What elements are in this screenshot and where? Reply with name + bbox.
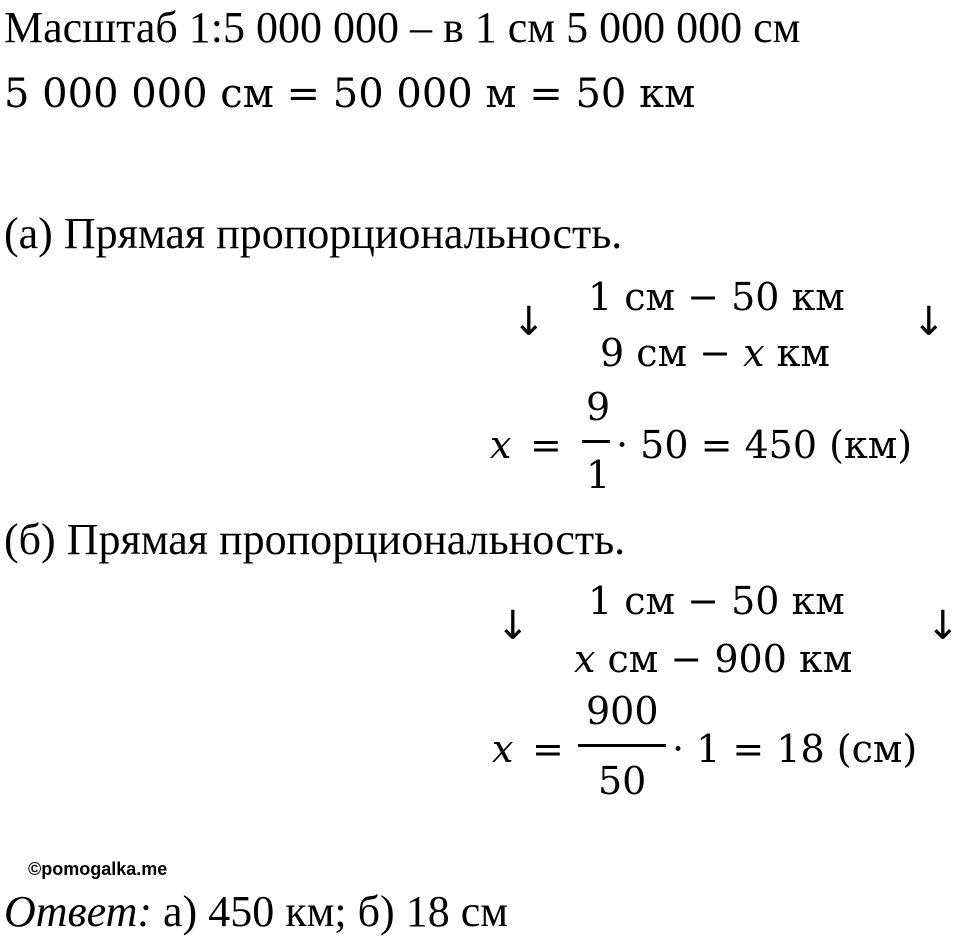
part-b-frac-bar <box>578 744 666 747</box>
part-a-heading: (а) Прямая пропорциональность. <box>4 209 623 258</box>
part-a-row2-suffix: км <box>764 331 830 375</box>
part-b-frac-num: 900 <box>586 689 659 733</box>
part-a-row1: 1 см − 50 км <box>588 275 845 319</box>
part-a-frac-num: 9 <box>586 385 611 429</box>
part-a-row2-var: x <box>743 331 765 375</box>
part-b-eq-var: x <box>492 727 514 771</box>
answer-line <box>4 887 509 936</box>
part-a-frac-bar <box>582 440 610 443</box>
part-a-eq-equals: = <box>530 423 562 467</box>
part-a-frac-den: 1 <box>586 453 611 497</box>
part-b-row2 <box>574 637 853 681</box>
part-b-row2-var: x <box>574 637 596 681</box>
part-b-left-arrow-icon: ↓ <box>496 603 530 649</box>
scale-line: Масштаб 1:5 000 000 – в 1 см 5 000 000 см <box>4 3 801 52</box>
part-b-frac-den: 50 <box>598 759 647 803</box>
conversion-line: 5 000 000 см = 50 000 м = 50 км <box>4 71 696 117</box>
part-b-right-arrow-icon: ↓ <box>926 603 960 649</box>
watermark: ©pomogalka.me <box>28 859 168 879</box>
part-b-row2-suffix: см − 900 км <box>595 637 853 681</box>
part-a-left-arrow-icon: ↓ <box>512 299 546 345</box>
answer-text: а) 450 км; б) 18 см <box>152 887 509 936</box>
part-b-eq-rest: · 1 = 18 (см) <box>672 727 918 771</box>
part-a-right-arrow-icon: ↓ <box>912 299 946 345</box>
part-a-row2 <box>600 331 830 375</box>
part-a-eq-rest: · 50 = 450 (км) <box>616 423 913 467</box>
part-a-eq-var: x <box>490 423 512 467</box>
part-b-row1: 1 см − 50 км <box>588 579 845 623</box>
answer-label: Ответ: <box>4 887 153 936</box>
part-b-heading: (б) Прямая пропорциональность. <box>4 515 626 564</box>
part-b-eq-equals: = <box>532 727 564 771</box>
part-a-row2-prefix: 9 см − <box>600 331 744 375</box>
